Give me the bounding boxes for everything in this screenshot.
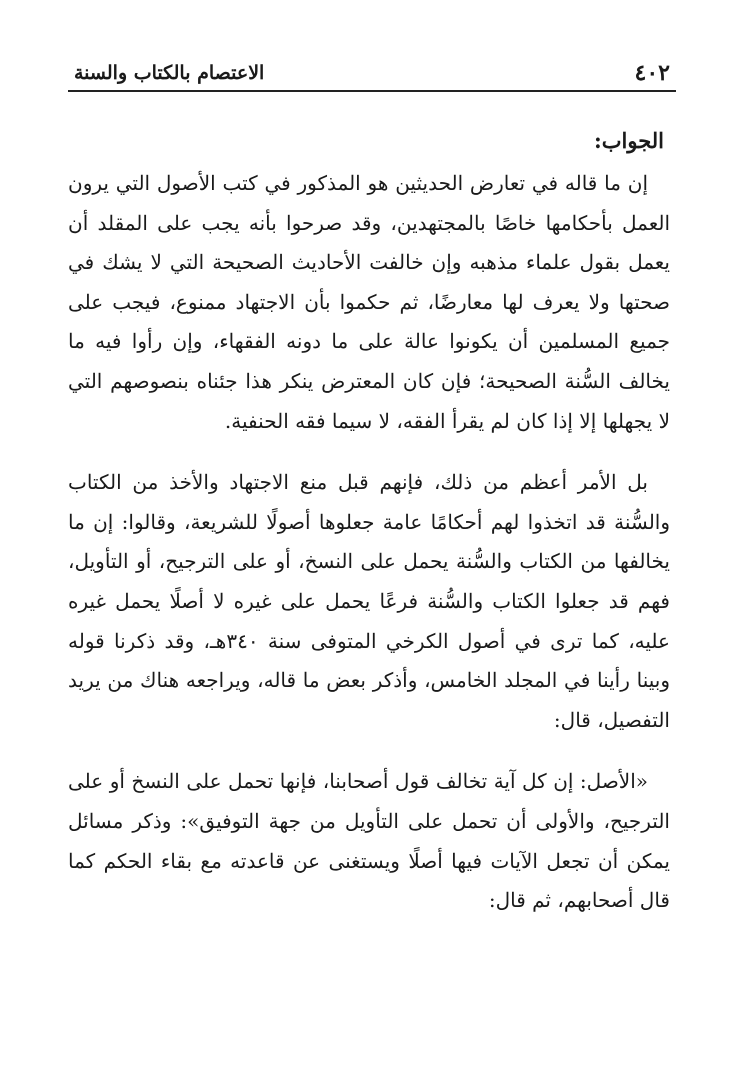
page-body bbox=[68, 118, 670, 921]
section-heading: الجواب: bbox=[594, 128, 664, 153]
page-number: ٤٠٢ bbox=[634, 60, 670, 86]
paragraph-1: إن ما قاله في تعارض الحديثين هو المذكور في كتب الأصول التي يرون العمل بأحكامها خاصًا بالمجتهدين، وقد صرحوا بأنه يجب على المقلد أن يعمل بقول علماء مذهبه وإن خالفت الأحاديث الصحيحة التي لا يشك في صحتها ولا يعرف لها معارضًا، ثم حكموا بأن الاجتهاد ممنوع، فيجب على جميع المسلمين أن يكونوا عالة على ما دونه الفقهاء، وإن رأوا فيه ما يخالف السُّنة الصحيحة؛ فإن كان المعترض ينكر هذا جئناه بنصوصهم التي لا يجهلها إلا إذا كان لم يقرأ الفقه، لا سيما فقه الحنفية. bbox=[68, 171, 670, 433]
running-title: الاعتصام بالكتاب والسنة bbox=[74, 62, 265, 84]
page-header bbox=[68, 54, 676, 92]
paragraph-2: بل الأمر أعظم من ذلك، فإنهم قبل منع الاجتهاد والأخذ من الكتاب والسُّنة قد اتخذوا لهم أحكامًا عامة جعلوها أصولًا للشريعة، وقالوا: إن ما يخالفها من الكتاب والسُّنة يحمل على النسخ، أو على الترجيح، أو التأويل، فهم قد جعلوا الكتاب والسُّنة فرعًا يحمل على غيره لا أصلًا يحمل غيره عليه، كما ترى في أصول الكرخي المتوفى سنة ٣٤٠هـ، وقد ذكرنا قوله وبينا رأينا في المجلد الخامس، وأذكر بعض ما قاله، ويراجعه هناك من يريد التفصيل، قال: bbox=[68, 470, 670, 732]
paragraph-3-quotation: «الأصل: إن كل آية تخالف قول أصحابنا، فإنها تحمل على النسخ أو على الترجيح، والأولى أن تحمل على التأويل من جهة التوفيق»: وذكر مسائل يمكن أن تجعل الآيات فيها أصلًا ويستغنى عن قاعدته مع بقاء الحكم كما قال أصحابهم، ثم قال: bbox=[68, 769, 670, 913]
